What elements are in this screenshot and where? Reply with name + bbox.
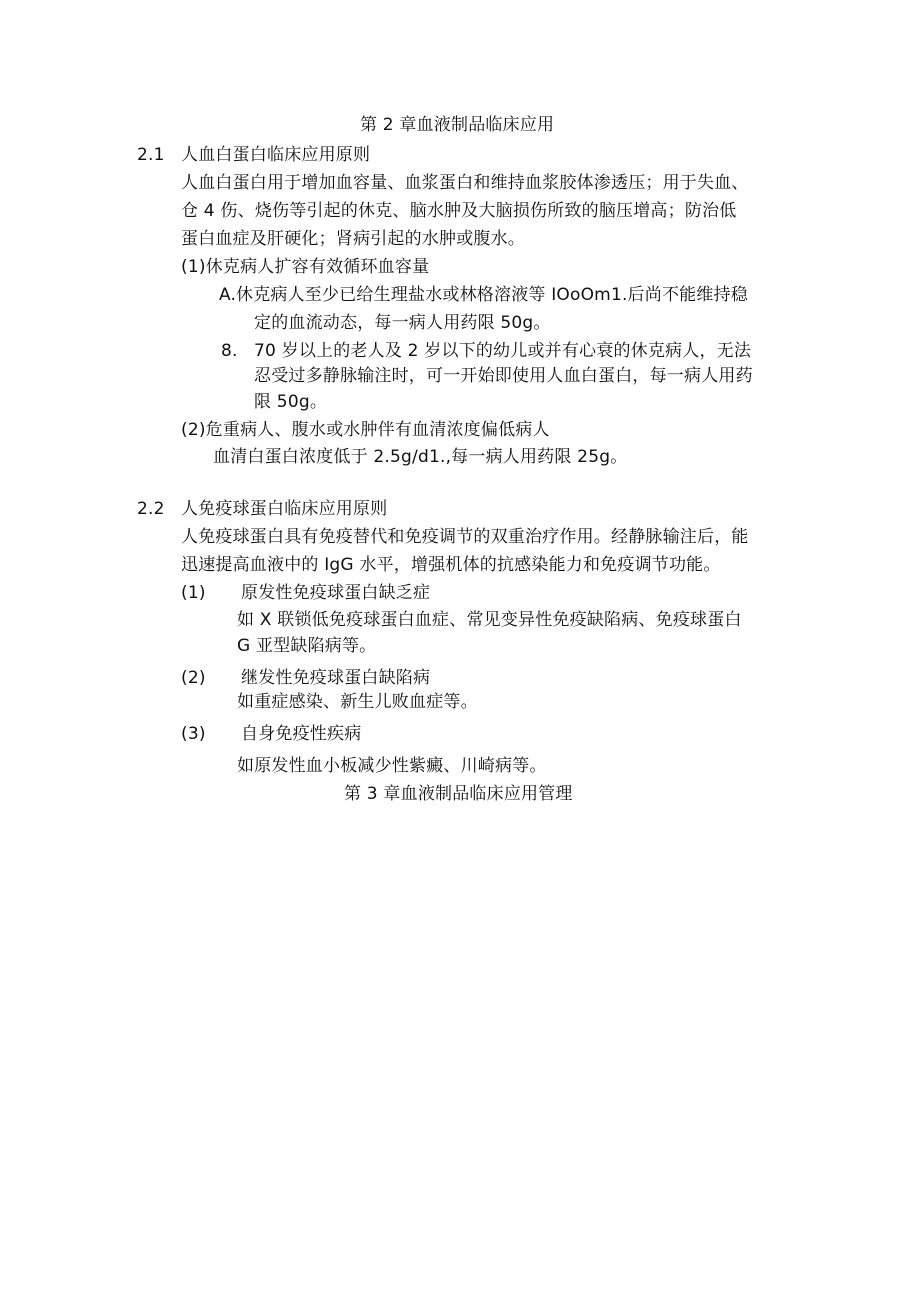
section-2-2-para-line: 迅速提高血液中的 IgG 水平，增强机体的抗感染能力和免疫调节功能。 xyxy=(181,555,721,575)
list-item-label: 原发性免疫球蛋白缺乏症 xyxy=(241,583,431,603)
item-b-line: 限 50g。 xyxy=(254,392,328,412)
list-item-line: 如 X 联锁低免疫球蛋白血症、常见变异性免疫缺陷病、免疫球蛋白 xyxy=(237,610,742,630)
section-2-1-number: 2.1 xyxy=(137,145,165,165)
item-b-line: 70 岁以上的老人及 2 岁以下的幼儿或并有心衰的休克病人，无法 xyxy=(254,341,752,361)
item-a-line: 休克病人至少已给生理盐水或林格溶液等 IOoOm1.后尚不能维持稳 xyxy=(236,285,748,305)
item-b-marker: 8. xyxy=(221,341,238,361)
item-2-label: (2)危重病人、腹水或水肿伴有血清浓度偏低病人 xyxy=(181,420,550,440)
section-2-1-para-line: 蛋白血症及肝硬化；肾病引起的水肿或腹水。 xyxy=(181,229,525,249)
section-2-1-para-line: 仓 4 伤、烧伤等引起的休克、脑水肿及大脑损伤所致的脑压增高；防治低 xyxy=(181,201,737,221)
section-2-1-para-line: 人血白蛋白用于增加血容量、血浆蛋白和维持血浆胶体渗透压；用于失血、 xyxy=(181,173,749,193)
section-2-1-title: 人血白蛋白临床应用原则 xyxy=(181,145,371,165)
item-a-marker: A. xyxy=(219,285,237,305)
list-item-line: 如重症感染、新生儿败血症等。 xyxy=(237,692,478,712)
list-item-line: 如原发性血小板减少性紫癜、川崎病等。 xyxy=(237,756,547,776)
item-a-line: 定的血流动态，每一病人用药限 50g。 xyxy=(254,313,551,333)
list-item-label: 自身免疫性疾病 xyxy=(241,724,362,744)
chapter-2-title: 第 2 章血液制品临床应用 xyxy=(360,115,555,135)
list-item-line: G 亚型缺陷病等。 xyxy=(237,636,377,656)
section-2-2-number: 2.2 xyxy=(137,499,165,519)
section-2-2-para-line: 人免疫球蛋白具有免疫替代和免疫调节的双重治疗作用。经静脉输注后，能 xyxy=(181,527,749,547)
item-1-label: (1)休克病人扩容有效循环血容量 xyxy=(181,257,430,277)
list-item-number: (1) xyxy=(181,583,206,603)
list-item-number: (2) xyxy=(181,668,206,688)
chapter-3-title: 第 3 章血液制品临床应用管理 xyxy=(344,784,573,804)
item-2-text: 血清白蛋白浓度低于 2.5g∕d1.,每一病人用药限 25g。 xyxy=(213,447,628,467)
list-item-label: 继发性免疫球蛋白缺陷病 xyxy=(241,668,431,688)
section-2-2-title: 人免疫球蛋白临床应用原则 xyxy=(181,499,388,519)
item-b-line: 忍受过多静脉输注时，可一开始即使用人血白蛋白，每一病人用药 xyxy=(254,366,753,386)
list-item-number: (3) xyxy=(181,724,206,744)
